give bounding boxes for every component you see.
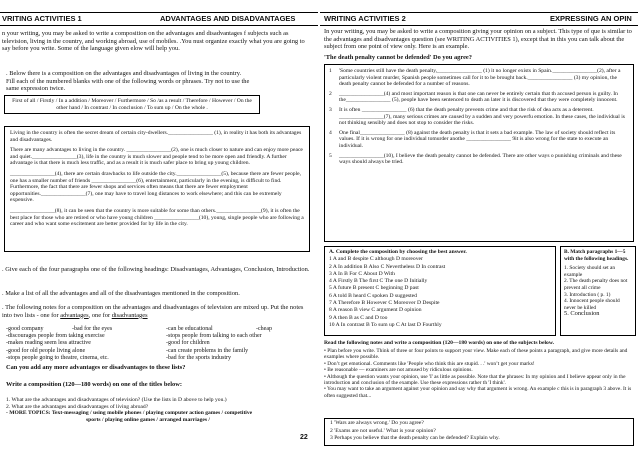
composition-paragraph [329, 68, 629, 88]
notes-row [6, 333, 314, 340]
task-d-text-2: , one for [88, 311, 112, 319]
note-item: -can create problems in the family [166, 347, 249, 354]
note-item: -stops people going to theatre, cinema, etc. [6, 354, 109, 361]
composition-titles [6, 397, 306, 423]
add-more-question: Can you add any more advantages or disadvantages to these lists? [6, 364, 186, 371]
note-item: -can be educational [166, 326, 213, 332]
composition-paragraph-1: Living in the country is often the secret dream of certain city-dwellers.________________ (1), in reality it has both its advantages and disadvantages. [10, 130, 302, 143]
note-item: -bad for the sports industry [166, 354, 231, 361]
left-page [0, 0, 318, 451]
left-header-subtitle: ADVANTAGES AND DISADVANTAGES [160, 14, 296, 23]
right-header-subtitle: EXPRESSING AN OPIN [550, 14, 632, 23]
composition-paragraph [329, 91, 629, 104]
title-item: 2. What are the advantages and disadvantages of living abroad? [6, 403, 149, 410]
notes-row [6, 355, 314, 362]
title-item: sports / playing online games / arranged marriages / [86, 416, 210, 423]
choice-row: 8 A reason B view C argument D opinion [329, 307, 422, 314]
paragraph-text: ________________(4) and most important reason is that one can never be entirely certain that th accused person is guilty. In the________________ (5), people have been sentenced to death an later it is discovered that they were completely innocent. [339, 90, 618, 104]
choice-row: 9 A then B as C and D too [329, 314, 388, 321]
left-header-title: VRITING ACTIVITIES 1 [2, 14, 82, 23]
task-d-text: . The following notes for a composition on the advantages and disadvantages of television are mixed up. Put the notes into two lists - one for [2, 304, 304, 319]
title-item: 1. What are the advantages and disadvantages of television? (Use the lists in D above to help you.) [6, 397, 227, 403]
choice-row: 1 A and B despite C although D moreover [329, 256, 423, 263]
paragraph-text: 'Some countries still have the death penalty,________________ (1) it no longer exists in Spain.________________(2), after a particularly violent murder, Spanish people sometimes call for it to be brought back.________________ (3) my opinion, the death penalty cannot be defended for a number of reasons. [339, 68, 621, 88]
composition-paragraph-4: ________________(8), it can be seen that the country is more suitable for some than others.________________(9), it is often the best place for those who are retired or who have young children ________________(10), young, single people who are following a career and who want some excitement are better provided for by life in the city. [10, 207, 304, 228]
right-intro: In your writing, you may be asked to write a composition giving your opinion on a subject. This type of que is similar to the advantages and disadvantages question (see WRITING ACTIVITIES 1), except that in this you can talk about the subject from one point of view only. Here is an example. [324, 28, 632, 51]
bullet-item: • Although the question wants your opinion, use 'I' as little as possible. Note that the phrases: In my opinion and I believe appear only in the introduction and conclusion of the example. Use these expressions rather th 'I think'. [324, 373, 626, 387]
topic-item: 1 'Wars are always wrong.' Do you agree? [330, 420, 424, 426]
task-c-instructions: . Make a list of all the advantages and all of the disadvantages mentioned in the composition. [2, 290, 240, 297]
paragraph-number: 5 [329, 152, 332, 159]
heading-item: 3. Introduction ( p. 1) [564, 291, 611, 298]
paragraph-text: One final________________ (8) against the death penalty is that it sets a bad example. The law of society should reflect its values. If it is wrong for one individual tomurder anothe ________________ 9it is also wrong for the state to execute an individual. [339, 129, 616, 149]
task-b-instructions: . Give each of the four paragraphs one of the following headings: Disadvantages, Advantages, Conclusion, Introduction. [2, 266, 310, 273]
composition-paragraph [329, 130, 629, 150]
task-d-advantages: advantages [60, 311, 89, 319]
choice-row: 2 A In addition B Also C Nevertheless D In contrast [329, 263, 446, 270]
essay-prompt: 'The death penalty cannot be defended' Do you agree? [324, 54, 472, 61]
note-item: -makes reading seem less attractive [6, 340, 91, 347]
composition-paragraph [329, 107, 629, 127]
task-b-box [560, 246, 636, 336]
bullet-item: • Plan before you write. Think of three or four points to support your view. Make each of these points a paragraph, and give more details and examples where possible. [324, 348, 628, 361]
note-item: -good for old people living alone [6, 347, 86, 354]
choice-row: 10 A In contrast B To sum up C At last D Fourthly [329, 321, 442, 328]
notes-list [6, 326, 314, 362]
choice-row: 7 A Therefore B However C Moreover D Despite [329, 300, 440, 307]
word-box: First of all / Firstly / In a addition / Moreover / Furthermore / So /as a result / Therefore / However / On the other hand / In contrast / In conclusion / To sum up / On the whole . [4, 95, 260, 114]
paragraph-number: 2 [329, 90, 332, 97]
note-item: -discourages people from taking exercise [6, 333, 105, 340]
task-a-box [324, 246, 556, 336]
note-item: -good for children [166, 340, 210, 347]
paragraph-text: ________________(10), I believe the death penalty cannot be defended. There are other ways o punishing criminals and these ways should always be tried. [339, 152, 622, 166]
bullet-item: • You may want to take an argument against your opinion and say why that argument is wrong. An example c this is in paragraph 3 above. It is often suggested that... [324, 386, 632, 399]
composition-paragraph-2: There are many advantages to living in the country. ________________(2), one is much closer to nature and can enjoy more peace and quiet.________________(3), life in the country is much slower and people tend to be more open and friendly. A further advantage is that there is much less traffic, and as a result it is much safer place to bring up young children. [10, 147, 303, 167]
topic-item: 3 Perhaps you believe that the death penalty can be defended? Explain why. [330, 435, 500, 442]
paragraph-text: It is often ________________ (6) that the death penalty prevents crime and that the risk of dea acts as a deterrent. ________________(7), many serious crimes are caused by a sudden and very powerfu emotion. In these cases, the individual is not thinking sensibly and does not stop to consider the risks. [339, 106, 625, 127]
heading-item: 2. The death penalty does not prevent all crime [564, 278, 628, 291]
notes-bullets [324, 348, 636, 399]
write-instruction: Write a composition (120—180 words) on one of the titles below: [6, 381, 182, 388]
composition-box [4, 126, 310, 252]
task-a-title: A. Complete the composition by choosing the best answer. [329, 249, 467, 255]
notes-row [6, 348, 314, 355]
composition-paragraph-3: ________________(4), there are certain drawbacks to life outside the city.________________(5), because there are fewer people, one has a smaller number of friends ________________(6), entertainment, particularly in the evening, is difficult to find. Furthermore, the fact that there are fewer shops and services often means that there are fewer employment opportunities.________________(7), one may have to travel long distances to work elsewhere; and this can be extremely expensive. [10, 170, 302, 204]
opinion-composition-box [324, 64, 634, 242]
notes-row [6, 340, 314, 347]
paragraph-number: 4 [329, 129, 332, 136]
note-item: -stops people from talking to each other [166, 333, 262, 340]
bullet-item: • Be reasonable — examiners are not amused by ridiculous opinions. [324, 367, 473, 374]
right-page [320, 0, 638, 451]
choice-row: 6 A told B heard C spoken D suggested [329, 292, 417, 299]
paragraph-number: 1 [329, 68, 332, 74]
task-d-instructions [2, 304, 314, 319]
page-number: 22 [300, 434, 308, 441]
topic-item: 2 'Exams are not useful.' What is your opinion? [330, 427, 436, 434]
paragraph-number: 3 [329, 106, 332, 113]
choice-row: 4 A Firstly B The first C The one D Initially [329, 278, 428, 285]
choice-row: 3 A In B For C About D With [329, 270, 395, 277]
note-item: -good company [6, 326, 44, 332]
choice-row: 5 A future B present C beginning D past [329, 285, 419, 292]
topics-box [324, 418, 634, 446]
right-header-title: WRITING ACTIVITIES 2 [324, 14, 406, 23]
right-header [320, 12, 638, 26]
read-notes-title: Read the following notes and write a composition (120—180 words) on one of the subjects below. [324, 340, 554, 346]
heading-item: 5. Conclusion [564, 310, 600, 318]
note-item: -bad for the eyes [72, 326, 113, 332]
note-item: -cheap [256, 326, 272, 332]
left-intro: n your writing, you may be asked to write a composition on the advantages and disadvantages f subjects such as television, living in the country, and working abroad, use of mobiles. .You nust organize exactly what you are going to say before you write. Some of the language given elow will help you. [2, 30, 305, 53]
bullet-item: • Don’t get emotional. Comments like 'People who think this are stupid. . .' won’t get your marks! [324, 360, 535, 367]
left-header [0, 12, 318, 26]
task-b-title: B. Match paragraphs 1—5 with the following headings. [564, 249, 629, 262]
title-item: - MORE TOPICS: Text-messaging / using mobile phones / playing computer action games / competitive [6, 410, 253, 417]
task-a-instructions: . Below there is a composition on the advantages and disadvantages of living in the country. Fill each of the numbered blanks with one of the following words or phrases. Try not to use the same expression twice. [6, 70, 250, 93]
task-d-disadvantages: disadvantages [111, 311, 148, 319]
heading-item: 1. Society should set an example [564, 265, 616, 278]
heading-item: 4. Innocent people should never be killed [564, 298, 620, 311]
composition-paragraph [329, 153, 629, 166]
